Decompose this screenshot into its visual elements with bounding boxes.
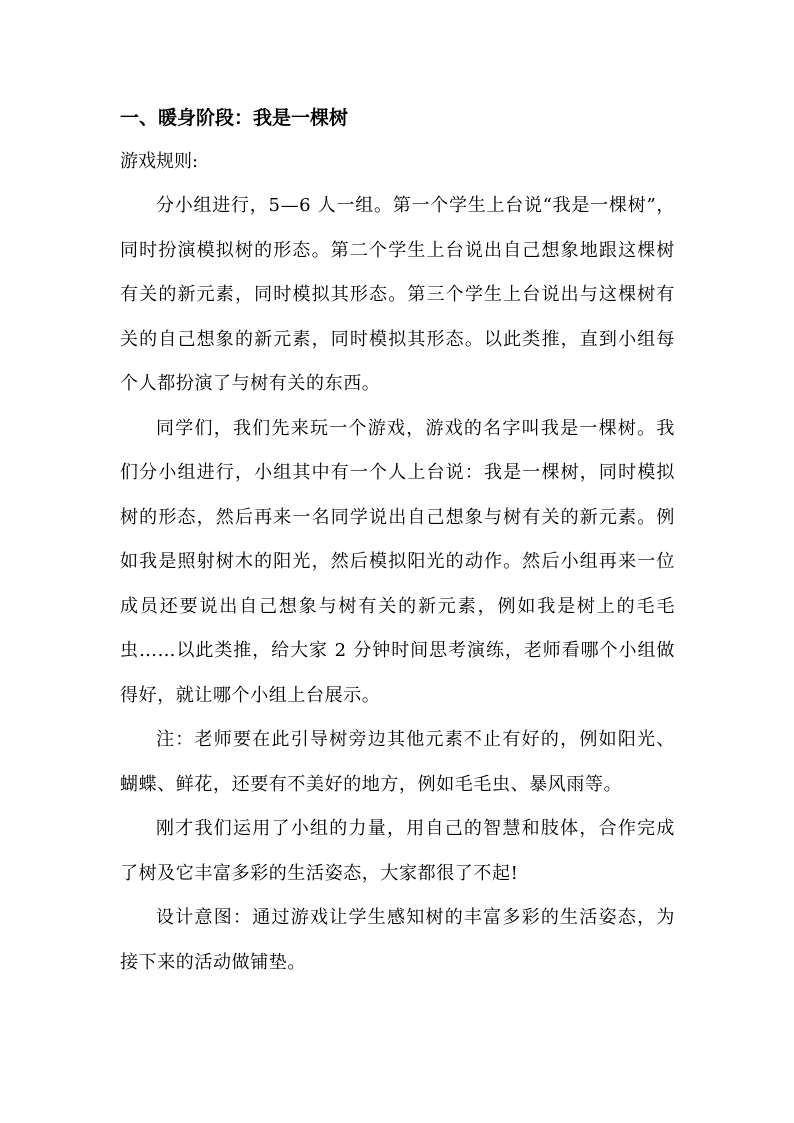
section-heading: 一、暖身阶段：我是一棵树 xyxy=(120,107,349,129)
paragraph-teacher-script: 同学们，我们先来玩一个游戏，游戏的名字叫我是一棵树。我们分小组进行，小组其中有一个人上台说：我是一棵树，同时模拟树的形态，然后再来一名同学说出自己想象与树有关的新元素。例如我是照射树木的阳光，然后模拟阳光的动作。然后小组再来一位成员还要说出自己想象与树有关的新元素，例如我是树上的毛毛虫……以此类推，给大家 2 分钟时间思考演练，老师看哪个小组做得好，就让哪个小组上台展示。 xyxy=(120,417,675,706)
rules-label: 游戏规则: xyxy=(120,151,199,172)
paragraph-design-intent: 设计意图：通过游戏让学生感知树的丰富多彩的生活姿态，为接下来的活动做铺垫。 xyxy=(120,907,675,973)
paragraph-summary: 刚才我们运用了小组的力量，用自己的智慧和肢体，合作完成了树及它丰富多彩的生活姿态，大家都很了不起! xyxy=(120,818,675,884)
paragraph-rules: 分小组进行，5—6 人一组。第一个学生上台说“我是一棵树”，同时扮演模拟树的形态。第二个学生上台说出自己想象地跟这棵树有关的新元素，同时模拟其形态。第三个学生上台说出与这棵树有关的自己想象的新元素，同时模拟其形态。以此类推，直到小组每个人都扮演了与树有关的东西。 xyxy=(120,195,675,394)
paragraph-note: 注：老师要在此引导树旁边其他元素不止有好的，例如阳光、蝴蝶、鲜花，还要有不美好的地方，例如毛毛虫、暴风雨等。 xyxy=(120,729,675,795)
document-page xyxy=(120,96,675,985)
